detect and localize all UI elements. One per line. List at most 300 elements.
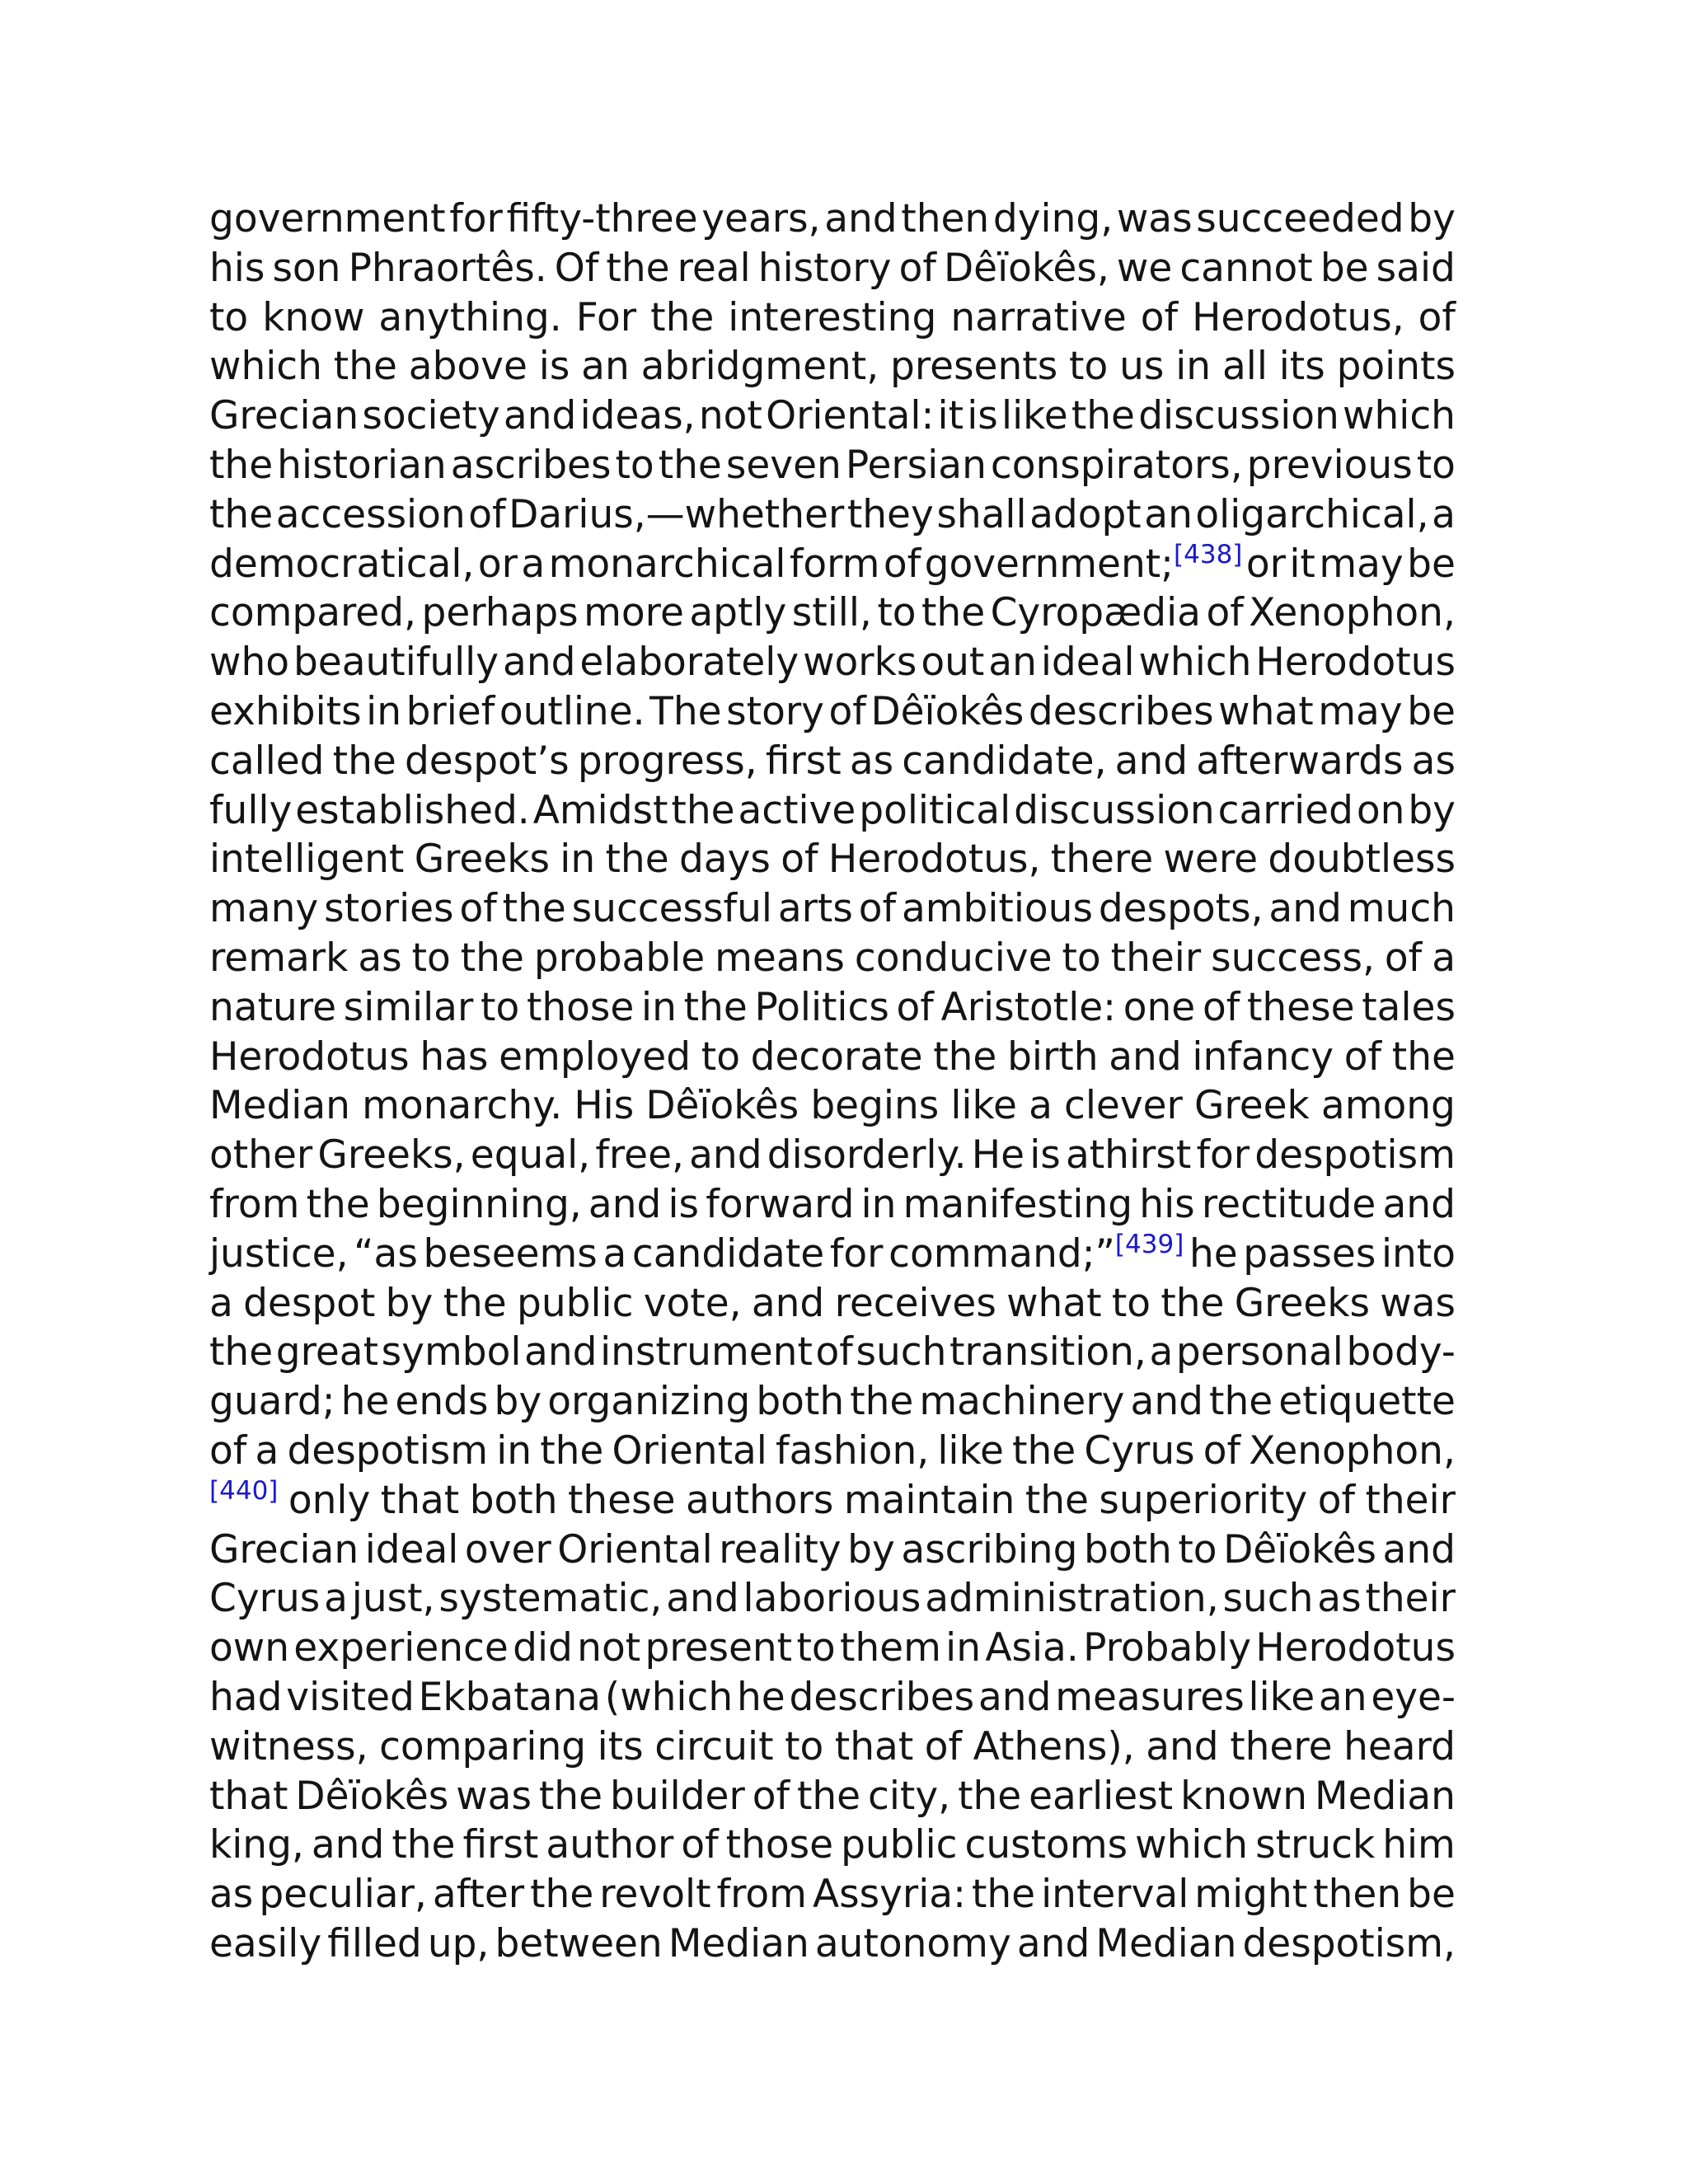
word-text: of xyxy=(1317,1477,1355,1523)
word-text: the xyxy=(606,245,670,291)
word xyxy=(288,1476,370,1526)
word xyxy=(706,1180,854,1230)
word-text: over xyxy=(464,1526,551,1572)
word-text: organizing xyxy=(547,1379,751,1425)
word-text: those xyxy=(725,1822,834,1868)
word xyxy=(209,687,362,737)
word-text: years, xyxy=(701,196,821,241)
word xyxy=(599,1870,710,1919)
word xyxy=(1209,1377,1273,1427)
word xyxy=(1376,244,1456,293)
word-text: despotism xyxy=(287,1427,489,1474)
word-text: to xyxy=(1178,1526,1217,1572)
word xyxy=(1348,884,1456,934)
word-text: an xyxy=(581,344,630,390)
word xyxy=(792,588,872,638)
word xyxy=(412,934,451,983)
word xyxy=(295,786,530,836)
word-text: he xyxy=(736,1674,785,1720)
word xyxy=(1202,1180,1376,1230)
word xyxy=(547,1377,750,1427)
word xyxy=(578,737,757,786)
word xyxy=(1407,1870,1456,1919)
word xyxy=(1223,1526,1376,1575)
text-line xyxy=(209,1476,1456,1526)
word xyxy=(1235,1279,1370,1329)
word-text: builder xyxy=(609,1773,745,1819)
word-text: and xyxy=(588,1181,662,1227)
word-text: and xyxy=(1016,1920,1090,1966)
word xyxy=(1365,1574,1456,1624)
word-text: stories xyxy=(324,886,454,932)
word xyxy=(259,1870,427,1919)
word-text: the xyxy=(958,1773,1022,1819)
word xyxy=(421,588,578,638)
word xyxy=(580,391,696,441)
word xyxy=(358,934,401,983)
word-text: personal xyxy=(1175,1329,1343,1376)
word-text: systematic, xyxy=(438,1576,663,1622)
word-text: and xyxy=(1130,1379,1203,1425)
word-text: despots, xyxy=(1098,886,1264,932)
word xyxy=(1041,638,1135,687)
word xyxy=(701,194,820,244)
word xyxy=(824,194,897,244)
word-text: the xyxy=(540,1427,604,1474)
word-text: Greek xyxy=(1194,1083,1310,1129)
word xyxy=(859,884,896,934)
word-text: justice, xyxy=(209,1230,349,1277)
word-text: of xyxy=(1206,590,1244,636)
word-text: by xyxy=(1408,787,1456,833)
word xyxy=(644,1279,742,1329)
word-text: the xyxy=(1209,1379,1273,1425)
word-text: transition, xyxy=(949,1329,1146,1376)
word-text: “as xyxy=(354,1230,418,1277)
word-text: political xyxy=(859,787,1011,833)
word xyxy=(1138,638,1251,687)
word xyxy=(1365,1476,1456,1526)
text-line xyxy=(209,540,1456,589)
word xyxy=(654,1722,773,1772)
word xyxy=(1249,1427,1456,1476)
word xyxy=(1146,1722,1218,1772)
word xyxy=(1179,244,1312,293)
word xyxy=(209,540,474,589)
word xyxy=(925,1574,1218,1624)
word-text: the xyxy=(921,590,986,636)
word-text: in xyxy=(560,837,596,883)
text-line xyxy=(209,194,1456,244)
word xyxy=(689,1131,762,1180)
word xyxy=(778,884,853,934)
word xyxy=(1318,1476,1355,1526)
word xyxy=(612,1427,767,1476)
word-text: ideal xyxy=(1040,640,1135,686)
word xyxy=(1099,884,1264,934)
word-text: a xyxy=(1432,935,1456,981)
word-text: the xyxy=(683,984,748,1030)
word xyxy=(1017,1919,1090,1969)
word-text: anything. xyxy=(378,294,562,340)
word xyxy=(684,983,748,1033)
word-text: oligarchical, xyxy=(1195,491,1429,537)
word-text: of xyxy=(468,491,506,537)
word xyxy=(560,835,595,884)
word-text: those xyxy=(526,984,635,1030)
word-text: ascribing xyxy=(901,1526,1078,1572)
text-line xyxy=(209,737,1456,786)
word-text: describes xyxy=(789,1674,975,1720)
word xyxy=(944,244,1109,293)
word-text: free, xyxy=(595,1132,684,1179)
word xyxy=(1223,1574,1314,1624)
word xyxy=(972,1131,1025,1180)
word-text: out xyxy=(921,640,985,686)
word xyxy=(991,441,1243,490)
word xyxy=(293,1624,509,1673)
word-text: candidate, xyxy=(902,738,1107,784)
word-text: own xyxy=(209,1625,289,1671)
word-text: among xyxy=(1320,1083,1456,1129)
word-text: points xyxy=(1336,344,1456,390)
word xyxy=(499,687,645,737)
word xyxy=(392,1821,455,1870)
word-text: vote, xyxy=(643,1280,742,1326)
word-text: is xyxy=(668,1181,700,1227)
word-text: from xyxy=(716,1872,807,1918)
word-text: reality xyxy=(719,1526,842,1572)
word-text: success, xyxy=(1211,935,1375,981)
word-text: a xyxy=(521,541,546,587)
word xyxy=(1362,983,1456,1033)
word-text: elaborately xyxy=(579,640,799,686)
word-text: fifty-three xyxy=(506,196,698,241)
text-line xyxy=(209,1180,1456,1230)
word xyxy=(719,1526,841,1575)
word xyxy=(925,540,1243,589)
word-text: fashion, xyxy=(776,1427,930,1474)
word xyxy=(861,1180,897,1230)
word xyxy=(641,342,879,391)
word-text: of xyxy=(209,1427,247,1474)
footnote-link[interactable]: [439] xyxy=(1114,1229,1184,1259)
word-text: discussion xyxy=(1014,787,1215,833)
word-text: Greeks xyxy=(414,837,550,883)
word-text: narrative xyxy=(950,294,1127,340)
word xyxy=(921,588,985,638)
word xyxy=(1383,1526,1456,1575)
word-text: and xyxy=(824,196,898,241)
word-text: up, xyxy=(427,1920,490,1966)
word xyxy=(341,1377,390,1427)
word-text: Phraortês. xyxy=(348,245,547,291)
word-text: was xyxy=(456,1773,532,1819)
word-text: these xyxy=(1246,984,1355,1030)
word-text: Asia. xyxy=(985,1625,1079,1671)
word-text: as xyxy=(1317,1576,1362,1622)
word xyxy=(1203,983,1240,1033)
word-text: to xyxy=(1111,1280,1151,1326)
word xyxy=(509,490,844,540)
word-text: machinery xyxy=(919,1379,1125,1425)
word xyxy=(921,638,984,687)
word-text: other xyxy=(209,1132,313,1179)
word xyxy=(456,1772,532,1821)
word xyxy=(936,490,1026,540)
word-text: the xyxy=(671,787,735,833)
word xyxy=(579,638,799,687)
word xyxy=(991,588,1201,638)
word-text: be xyxy=(1407,541,1456,587)
text-line xyxy=(209,490,1456,540)
word xyxy=(1347,1328,1456,1377)
word xyxy=(451,441,612,490)
word-text: then xyxy=(901,196,990,241)
word-text: nature xyxy=(209,984,337,1030)
word xyxy=(738,786,856,836)
word xyxy=(209,786,292,836)
word xyxy=(903,1180,1133,1230)
word-text: the xyxy=(392,1822,456,1868)
word-text: maintain xyxy=(843,1477,1015,1523)
text-line xyxy=(209,1279,1456,1329)
word xyxy=(1025,1476,1089,1526)
word-text: Amidst xyxy=(532,787,668,833)
word xyxy=(494,1377,542,1427)
word-text: government; xyxy=(924,541,1174,587)
word-text: after xyxy=(432,1872,525,1918)
word xyxy=(530,1870,593,1919)
word-text: measures xyxy=(1055,1674,1245,1720)
word xyxy=(1160,1279,1224,1329)
word-text: to xyxy=(209,294,249,340)
word xyxy=(1123,983,1195,1033)
word-text: in xyxy=(641,984,677,1030)
text-line xyxy=(209,1131,1456,1180)
word xyxy=(572,884,772,934)
word xyxy=(438,1574,662,1624)
word-text: dying, xyxy=(992,196,1114,241)
word-text: Oriental xyxy=(612,1427,767,1474)
word xyxy=(209,194,446,244)
word-text: Persian xyxy=(845,442,987,488)
word-text: Dêïokês xyxy=(870,688,1025,734)
word-text: the xyxy=(1071,393,1135,439)
word xyxy=(610,1772,745,1821)
word-text: government xyxy=(209,196,446,241)
text-line xyxy=(209,342,1456,391)
word xyxy=(577,1624,640,1673)
word-text: to xyxy=(785,1723,824,1769)
word-text: real xyxy=(677,245,751,291)
word xyxy=(645,1624,792,1673)
word xyxy=(540,1427,603,1476)
word xyxy=(1357,786,1405,836)
word-text: despot’s xyxy=(404,738,570,784)
word-text: their xyxy=(1365,1477,1456,1523)
word xyxy=(209,1870,253,1919)
word-text: that xyxy=(380,1477,460,1523)
word-text: for xyxy=(449,196,503,241)
word-text: as xyxy=(209,1872,254,1918)
word-text: of xyxy=(924,1723,963,1769)
word xyxy=(595,1131,684,1180)
word-text: birth xyxy=(1007,1033,1099,1080)
word-text: means xyxy=(715,935,845,981)
word xyxy=(1084,1526,1172,1575)
word xyxy=(726,687,824,737)
word-text: earliest xyxy=(1029,1773,1174,1819)
word xyxy=(471,1131,590,1180)
word-text: presents xyxy=(890,344,1058,390)
text-line xyxy=(209,293,1456,343)
word-text: is xyxy=(967,393,998,439)
word xyxy=(379,1722,586,1772)
word xyxy=(803,638,917,687)
word xyxy=(395,1377,488,1427)
word xyxy=(574,1081,634,1131)
word-text: history xyxy=(757,245,892,291)
word xyxy=(1139,1180,1194,1230)
word-text: filled xyxy=(327,1920,422,1966)
word xyxy=(333,737,396,786)
word-text: which xyxy=(1135,1822,1249,1868)
word xyxy=(1432,934,1456,983)
word xyxy=(496,1427,532,1476)
word xyxy=(1412,737,1456,786)
word-text: the xyxy=(1012,1427,1076,1474)
word-text: of xyxy=(752,1773,790,1819)
word-text: Probably xyxy=(1083,1625,1252,1671)
footnote-link[interactable]: [440] xyxy=(209,1475,279,1506)
word-text: their xyxy=(1110,935,1202,981)
word xyxy=(461,934,524,983)
word-text: and xyxy=(1268,886,1342,932)
word xyxy=(1392,1033,1456,1082)
word-text: Of xyxy=(554,245,599,291)
word xyxy=(1192,1033,1334,1082)
text-line xyxy=(209,1919,1456,1969)
word xyxy=(365,1526,459,1575)
word-text: the xyxy=(1025,1477,1089,1523)
word xyxy=(933,1033,996,1082)
word xyxy=(546,1821,673,1870)
word xyxy=(1408,786,1456,836)
word xyxy=(754,983,889,1033)
word xyxy=(797,1772,860,1821)
word xyxy=(262,293,364,343)
word xyxy=(988,638,1037,687)
word xyxy=(1196,194,1404,244)
word xyxy=(381,1476,459,1526)
word xyxy=(209,1526,359,1575)
word xyxy=(324,1574,348,1624)
word xyxy=(1246,540,1286,589)
word xyxy=(209,1279,233,1329)
word-text: its xyxy=(597,1723,644,1769)
word-text: beseems xyxy=(423,1230,598,1277)
word-text: of xyxy=(898,245,936,291)
word-text: historian xyxy=(277,442,447,488)
word xyxy=(377,1180,582,1230)
word xyxy=(524,1328,597,1377)
word-text: a xyxy=(603,1230,627,1277)
word-text: and xyxy=(689,1132,762,1179)
word xyxy=(899,244,936,293)
word xyxy=(1321,1081,1456,1131)
word xyxy=(789,1673,974,1722)
word-text: perhaps xyxy=(421,590,579,636)
word-text: His xyxy=(574,1083,635,1129)
word-text: works xyxy=(803,640,917,686)
word-text: and xyxy=(1382,1526,1456,1572)
text-line xyxy=(209,244,1456,293)
word xyxy=(715,934,845,983)
word-text: the xyxy=(658,442,722,488)
word-text: the xyxy=(971,1872,1036,1918)
word-text: visited xyxy=(286,1674,415,1720)
word-text: author xyxy=(546,1822,674,1868)
word xyxy=(1268,884,1341,934)
word-text: begins xyxy=(810,1083,940,1129)
word-text: Herodotus xyxy=(1255,640,1456,686)
word-text: to xyxy=(481,984,520,1030)
word xyxy=(816,1328,853,1377)
word xyxy=(844,1476,1015,1526)
word xyxy=(549,540,786,589)
word-text: by xyxy=(847,1526,895,1572)
word xyxy=(1268,835,1456,884)
word-text: Grecian xyxy=(209,1526,359,1572)
word-text: Herodotus, xyxy=(828,837,1041,883)
word xyxy=(659,441,722,490)
word xyxy=(847,490,934,540)
word xyxy=(1196,737,1403,786)
word-text: of xyxy=(828,688,866,734)
word-text: etiquette xyxy=(1278,1379,1456,1425)
text-line xyxy=(209,1574,1456,1624)
word-text: be xyxy=(1407,1872,1456,1918)
body-text xyxy=(209,194,1456,1969)
word-text: shall xyxy=(936,491,1027,537)
word-text: equal, xyxy=(470,1132,591,1179)
word-text: by xyxy=(494,1379,542,1425)
word-text: intelligent xyxy=(209,837,405,883)
word-text: The xyxy=(649,688,722,734)
word xyxy=(272,244,340,293)
word-text: many xyxy=(209,886,319,932)
word-text: Aristotle: xyxy=(940,984,1117,1030)
word-text: of xyxy=(815,1329,853,1376)
word-text: Dêïokês, xyxy=(943,245,1109,291)
word-text: Median xyxy=(1095,1920,1237,1966)
word-text: of xyxy=(1202,984,1240,1030)
word xyxy=(1247,441,1413,490)
word-text: as xyxy=(1411,738,1456,784)
word xyxy=(668,1919,809,1969)
word-text: For xyxy=(575,294,637,340)
word-text: heard xyxy=(1343,1723,1456,1769)
word-text: both xyxy=(1083,1526,1172,1572)
word-text: customs xyxy=(964,1822,1128,1868)
footnote-link[interactable]: [438] xyxy=(1174,539,1243,569)
word-text: that xyxy=(834,1723,914,1769)
word-text: progress, xyxy=(577,738,757,784)
word xyxy=(286,1673,415,1722)
word xyxy=(433,1870,524,1919)
word-text: Xenophon, xyxy=(1249,590,1456,636)
